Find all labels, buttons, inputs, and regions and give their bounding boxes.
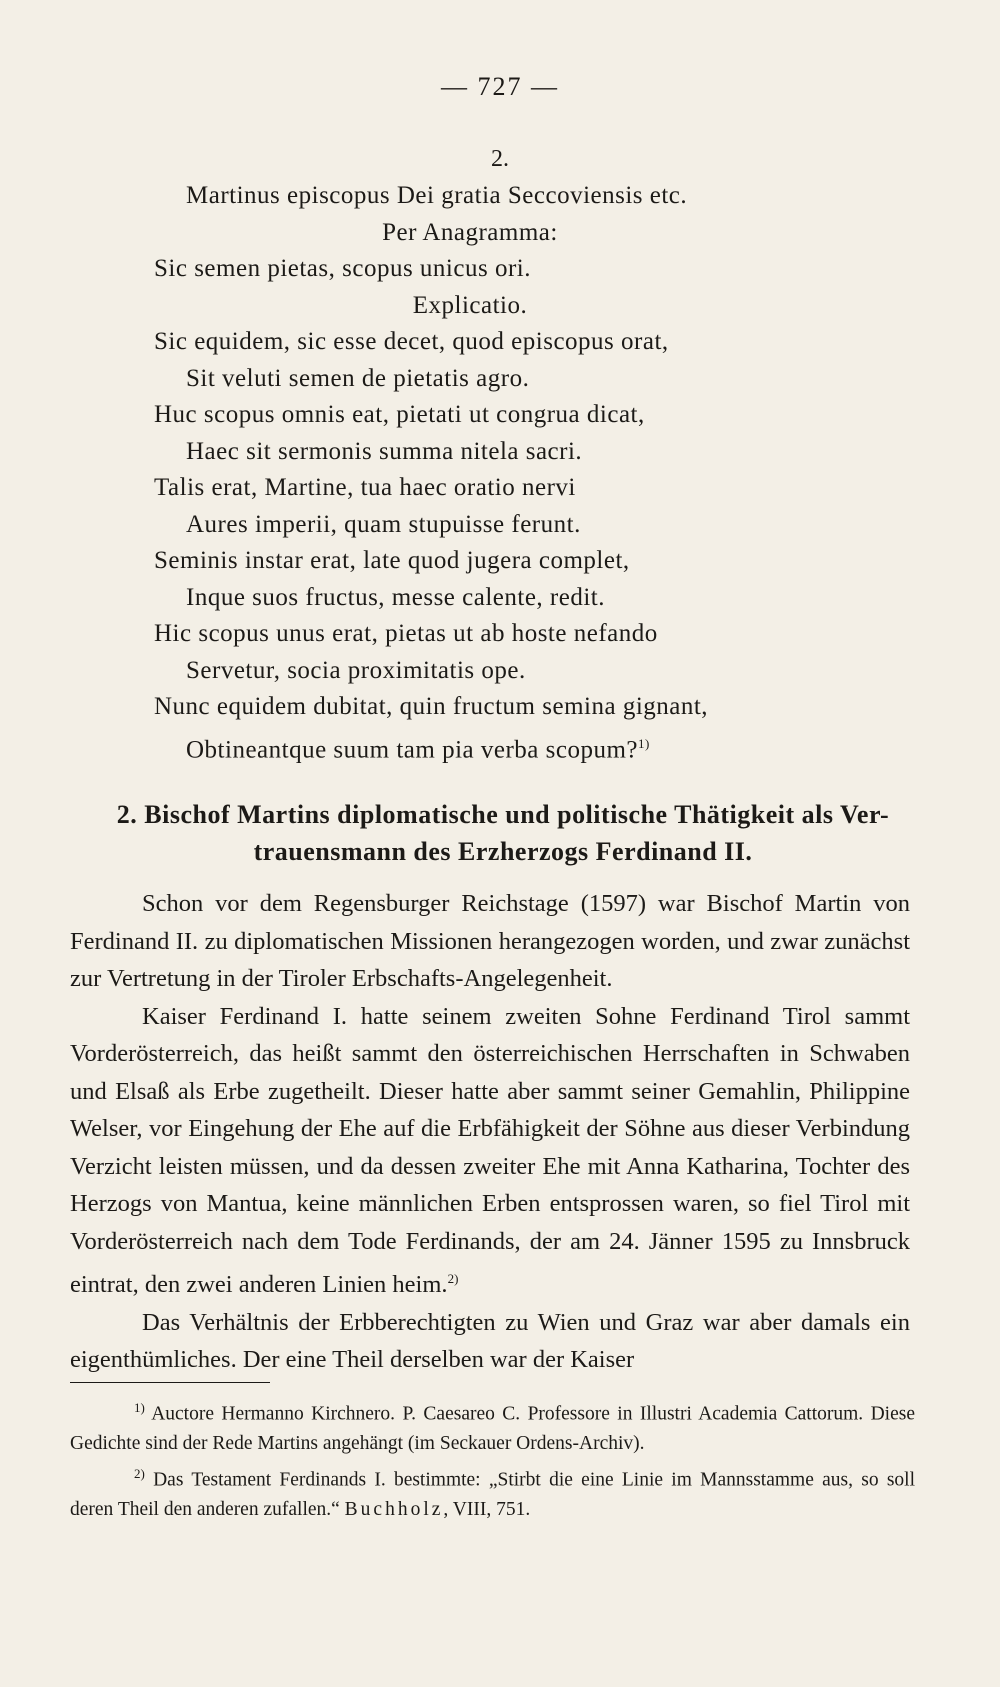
poem-line: Seminis instar erat, late quod jugera complet, (154, 547, 630, 574)
footnote-divider (70, 1382, 270, 1383)
poem-number: 2. (491, 146, 509, 172)
poem-line: Talis erat, Martine, tua haec oratio nervi (154, 474, 576, 501)
poem-line: Sic equidem, sic esse decet, quod episcopus orat, (154, 328, 669, 355)
poem-line: Servetur, socia proximitatis ope. (186, 656, 526, 684)
poem-line: Martinus episcopus Dei gratia Seccoviensis etc. (186, 182, 688, 209)
footnote (70, 1459, 915, 1525)
section-title (88, 796, 918, 870)
poem-line: Nunc equidem dubitat, quin fructum semina gignant, (154, 693, 709, 720)
footnotes (70, 1393, 915, 1524)
poem (150, 178, 870, 768)
footnote-mark: 1) (134, 1400, 145, 1415)
poem-line: Explicatio. (412, 291, 528, 319)
poem-line: Haec sit sermonis summa nitela sacri. (186, 437, 583, 465)
paragraph: Schon vor dem Regensburger Reichstage (1597) war Bischof Martin von Ferdinand II. zu diplomatischen Missionen herangezogen worden, und zwar zunächst zur Vertretung in der Tiroler Erbschafts-Angelegenheit. (70, 890, 910, 992)
section-title-line: 2. Bischof Martins diplomatische und politische Thätigkeit als Ver- (116, 800, 890, 829)
poem-line-text: Obtineantque suum tam pia verba scopum? (186, 735, 639, 763)
body-text (70, 885, 910, 1379)
footnote-ref: 1) (638, 735, 650, 751)
paragraph-text: Kaiser Ferdinand I. hatte seinem zweiten Sohne Ferdinand Tirol sammt Vorderösterreich, das heißt sammt den österreichischen Herrschaften in Schwaben und Elsaß als Erbe zugetheilt. Dieser hatte aber sammt seiner Gemahlin, Philippine Welser, vor Eingehung der Ehe auf die Erbfähigkeit der Söhne aus dieser Verbindung Verzicht leisten müssen, und da dessen zweiter Ehe mit Anna Katharina, Tochter des Herzogs von Mantua, keine männlichen Erben entsprossen waren, so fiel Tirol mit Vorderösterreich nach dem Tode Ferdinands, der am 24. Jänner 1595 zu Innsbruck eintrat, den zwei anderen Linien heim. (70, 1002, 910, 1299)
footnote-text: Auctore Hermanno Kirchnero. P. Caesareo C. Professore in Illustri Academia Cattorum. Diese Gedichte sind der Rede Martins angehängt (im Seckauer Ordens-Archiv). (70, 1403, 915, 1454)
paragraph: Das Verhältnis der Erbberechtigten zu Wien und Graz war aber damals ein eigenthümliches. Der eine Theil derselben war der Kaiser (70, 1308, 910, 1374)
poem-line: Inque suos fructus, messe calente, redit. (186, 583, 605, 611)
poem-line: Per Anagramma: (382, 218, 558, 246)
poem-line: Sic semen pietas, scopus unicus ori. (154, 255, 531, 282)
poem-line: Hic scopus unus erat, pietas ut ab hoste nefando (154, 620, 658, 647)
footnote-ref: 2) (447, 1271, 459, 1286)
poem-line: Sit veluti semen de pietatis agro. (186, 364, 530, 392)
footnote (70, 1393, 915, 1459)
poem-line-last (150, 726, 870, 769)
section-title-line: trauensmann des Erzherzogs Ferdinand II. (253, 837, 753, 866)
page-number: — 727 — (441, 72, 559, 101)
poem-line: Huc scopus omnis eat, pietati ut congrua dicat, (154, 401, 645, 428)
footnote-text: Das Testament Ferdinands I. bestimmte: „Stirbt die eine Linie im Mannsstamme aus, so soll deren Theil den anderen zufallen.“ (70, 1469, 915, 1520)
footnote-author: Buchholz (344, 1498, 444, 1520)
paragraph (70, 998, 910, 1304)
footnote-mark: 2) (134, 1465, 145, 1481)
poem-line: Aures imperii, quam stupuisse ferunt. (186, 510, 581, 538)
footnote-reference: , VIII, 751. (443, 1498, 531, 1520)
